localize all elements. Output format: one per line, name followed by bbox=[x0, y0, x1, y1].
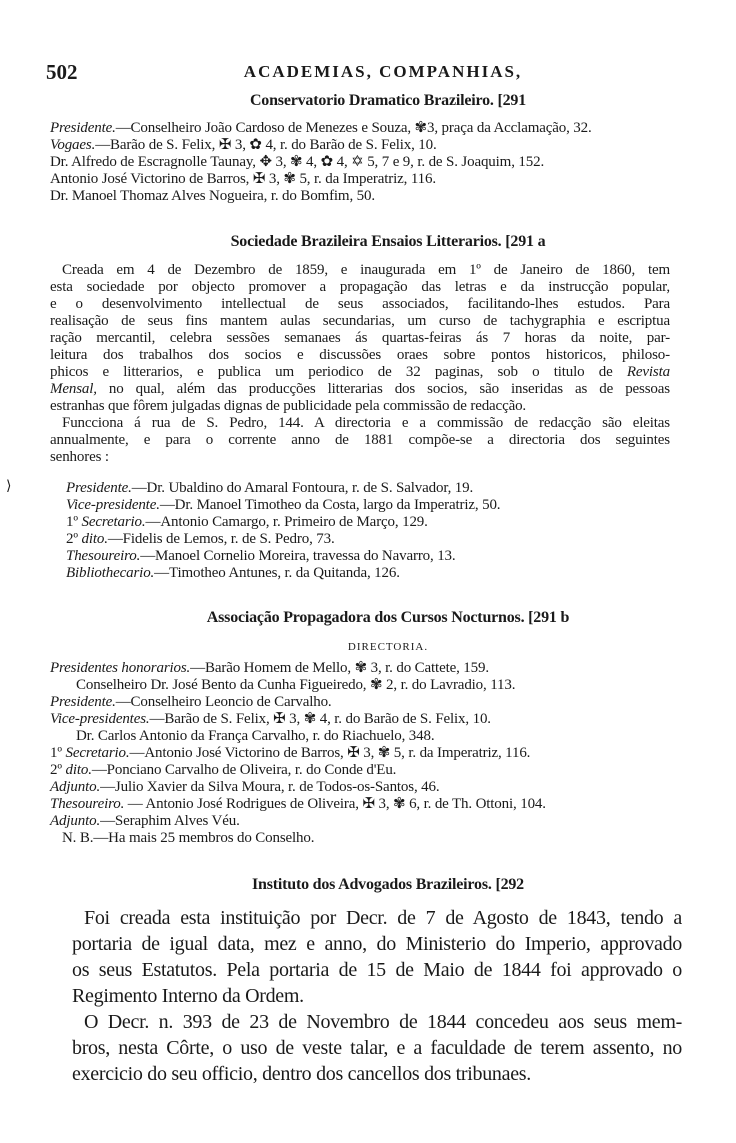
entry-role: Adjunto. bbox=[50, 813, 101, 829]
entry-ordinal: 1º bbox=[66, 514, 78, 530]
paragraph-line bbox=[50, 432, 670, 449]
entry-text: —Dr. Manoel Timotheo da Costa, largo da Imperatriz, 50. bbox=[159, 497, 501, 513]
conservatorio-members bbox=[50, 120, 670, 205]
text-segment: no qual, além das producções litterarias dos socios, são inseridas as de pessoas bbox=[108, 381, 670, 397]
directory-entry bbox=[50, 154, 670, 171]
directory-entry bbox=[50, 694, 670, 711]
paragraph-line bbox=[50, 398, 670, 415]
entry-role: Presidente. bbox=[50, 120, 116, 136]
text-segment: bros, nesta Côrte, o uso de veste talar, e a faculdade de terem assento, no bbox=[72, 1037, 682, 1059]
entry-text: Dr. Carlos Antonio da França Carvalho, r. do Riachuelo, 348. bbox=[76, 728, 435, 744]
paragraph-line bbox=[50, 313, 670, 330]
entry-text: —Conselheiro João Cardoso de Menezes e Souza, ✾3, praça da Acclamação, 32. bbox=[115, 120, 592, 136]
entry-text: —Ponciano Carvalho de Oliveira, r. do Conde d'Eu. bbox=[91, 762, 397, 778]
directory-entry bbox=[50, 728, 670, 745]
text-segment: phicos e litterarios, e publica um periodico de 32 paginas, sob o titulo de bbox=[50, 364, 613, 380]
entry-text: —Julio Xavier da Silva Moura, r. de Todos-os-Santos, 46. bbox=[100, 779, 440, 795]
entry-text: —Barão de S. Felix, ✠ 3, ✾ 4, r. do Barão de S. Felix, 10. bbox=[149, 711, 491, 727]
sociedade-description bbox=[50, 262, 670, 466]
running-head: ACADEMIAS, COMPANHIAS, bbox=[243, 62, 523, 81]
paragraph-line bbox=[50, 381, 670, 398]
entry-text: Dr. Alfredo de Escragnolle Taunay, ✥ 3, ✾ 4, ✿ 4, ✡ 5, 7 e 9, r. de S. Joaquim, 152. bbox=[50, 154, 545, 170]
directory-entry bbox=[50, 480, 670, 497]
entry-text: —Timotheo Antunes, r. da Quitanda, 126. bbox=[154, 565, 400, 581]
section-title-instituto: Instituto dos Advogados Brazileiros. [292 bbox=[252, 876, 524, 893]
directoria-subtitle: DIRECTORIA. bbox=[347, 641, 429, 653]
entry-text: —Antonio Camargo, r. Primeiro de Março, 129. bbox=[145, 514, 428, 530]
entry-text: Conselheiro Dr. José Bento da Cunha Figueiredo, ✾ 2, r. do Lavradio, 113. bbox=[76, 677, 516, 693]
directory-entry bbox=[50, 813, 670, 830]
entry-ordinal: 1º bbox=[50, 745, 62, 761]
directory-entry bbox=[50, 548, 670, 565]
paragraph-line bbox=[72, 1061, 682, 1087]
directory-entry bbox=[50, 137, 670, 154]
text-segment: realisação de seus fins mantem aulas secundarias, um curso de tachygraphia e escriptua bbox=[50, 313, 670, 329]
text-segment: Funcciona á rua de S. Pedro, 144. A directoria e a commissão de redacção são eleitas bbox=[62, 415, 670, 431]
directory-entry bbox=[50, 711, 670, 728]
entry-text: —Fidelis de Lemos, r. de S. Pedro, 73. bbox=[107, 531, 335, 547]
text-segment: portaria de igual data, mez e anno, do Ministerio do Imperio, approvado bbox=[72, 933, 682, 955]
page-number: 502 bbox=[46, 60, 78, 84]
entry-role: Bibliothecario. bbox=[66, 565, 155, 581]
directory-entry bbox=[50, 497, 670, 514]
entry-role: Adjunto. bbox=[50, 779, 101, 795]
paragraph-line bbox=[50, 449, 670, 466]
directory-entry bbox=[50, 677, 670, 694]
directory-entry bbox=[50, 188, 670, 205]
text-segment: O Decr. n. 393 de 23 de Novembro de 1844 concedeu aos seus mem- bbox=[84, 1011, 682, 1033]
section-title-sociedade: Sociedade Brazileira Ensaios Litterarios. [291 a bbox=[230, 233, 546, 250]
entry-role: Vice-presidentes. bbox=[50, 711, 150, 727]
directory-entry bbox=[50, 120, 670, 137]
text-segment: senhores : bbox=[50, 449, 109, 465]
sociedade-directory bbox=[50, 480, 670, 582]
paragraph-line bbox=[50, 364, 670, 381]
entry-role: Presidente. bbox=[66, 480, 132, 496]
paragraph-line bbox=[72, 931, 682, 957]
section-title-conservatorio: Conservatorio Dramatico Brazileiro. [291 bbox=[249, 92, 527, 109]
text-segment: leitura dos trabalhos dos socios e discussões oraes sobre pontos historicos, philoso- bbox=[50, 347, 670, 363]
entry-role: Secretario. bbox=[81, 514, 146, 530]
directory-entry bbox=[50, 565, 670, 582]
paragraph-line bbox=[72, 983, 682, 1009]
entry-text: —Manoel Cornelio Moreira, travessa do Navarro, 13. bbox=[140, 548, 456, 564]
entry-text: —Barão Homem de Mello, ✾ 3, r. do Cattete, 159. bbox=[190, 660, 489, 676]
text-segment: esta sociedade por objecto promover a propagação das letras e da instrucção popular, bbox=[50, 279, 670, 295]
text-segment: estranhas que fôrem julgadas dignas de publicidade pela commissão de redacção. bbox=[50, 398, 527, 414]
journal-title: Revista bbox=[626, 364, 670, 380]
entry-role: dito. bbox=[65, 762, 92, 778]
text-segment: Foi creada esta instituição por Decr. de 7 de Agosto de 1843, tendo a bbox=[84, 907, 682, 929]
entry-text: —Barão de S. Felix, ✠ 3, ✿ 4, r. do Barão de S. Felix, 10. bbox=[95, 137, 437, 153]
entry-role: Vice-presidente. bbox=[66, 497, 160, 513]
entry-role: Presidentes honorarios. bbox=[50, 660, 191, 676]
directory-entry bbox=[50, 514, 670, 531]
entry-text: Dr. Manoel Thomaz Alves Nogueira, r. do Bomfim, 50. bbox=[50, 188, 375, 204]
entry-text: N. B.—Ha mais 25 membros do Conselho. bbox=[62, 830, 315, 846]
directory-entry bbox=[50, 531, 670, 548]
paragraph-line bbox=[50, 330, 670, 347]
text-segment: os seus Estatutos. Pela portaria de 15 de Maio de 1844 foi approvado o bbox=[72, 959, 682, 981]
paragraph-line bbox=[72, 905, 682, 931]
entry-text: —Dr. Ubaldino do Amaral Fontoura, r. de S. Salvador, 19. bbox=[131, 480, 474, 496]
entry-role: Secretario. bbox=[65, 745, 130, 761]
directory-entry bbox=[50, 171, 670, 188]
paragraph-line bbox=[72, 1035, 682, 1061]
paragraph-line bbox=[72, 957, 682, 983]
entry-text: —Seraphim Alves Véu. bbox=[100, 813, 240, 829]
associacao-directory bbox=[50, 660, 670, 847]
text-segment: Regimento Interno da Ordem. bbox=[72, 985, 304, 1007]
entry-role: Thesoureiro. bbox=[66, 548, 141, 564]
section-title-associacao: Associação Propagadora dos Cursos Nocturnos. [291 b bbox=[206, 609, 570, 626]
entry-text: Antonio José Victorino de Barros, ✠ 3, ✾ 5, r. da Imperatriz, 116. bbox=[50, 171, 436, 187]
directory-entry bbox=[50, 660, 670, 677]
journal-title: Mensal, bbox=[50, 381, 97, 397]
paragraph-line bbox=[50, 262, 670, 279]
text-segment: ração mercantil, celebra sessões semanaes ás quartas-feiras ás 7 horas da noite, par- bbox=[50, 330, 670, 346]
entry-role: Vogaes. bbox=[50, 137, 96, 153]
entry-ordinal: 2º bbox=[66, 531, 78, 547]
text-segment: e o desenvolvimento intellectual de seus associados, facilitando-lhes estudos. Para bbox=[50, 296, 670, 312]
entry-text: —Conselheiro Leoncio de Carvalho. bbox=[115, 694, 332, 710]
entry-role: Thesoureiro. bbox=[50, 796, 125, 812]
directory-entry bbox=[50, 762, 670, 779]
directory-entry bbox=[50, 779, 670, 796]
directory-entry bbox=[50, 796, 670, 813]
entry-role: dito. bbox=[81, 531, 108, 547]
entry-text: — Antonio José Rodrigues de Oliveira, ✠ 3, ✾ 6, r. de Th. Ottoni, 104. bbox=[124, 796, 546, 812]
margin-mark: ⟩ bbox=[6, 479, 12, 494]
entry-ordinal: 2º bbox=[50, 762, 62, 778]
paragraph-line bbox=[72, 1009, 682, 1035]
text-segment: exercicio do seu officio, dentro dos cancellos dos tribunaes. bbox=[72, 1063, 531, 1085]
instituto-description bbox=[72, 905, 682, 1087]
text-segment: Creada em 4 de Dezembro de 1859, e inaugurada em 1º de Janeiro de 1860, tem bbox=[62, 262, 670, 278]
entry-text: —Antonio José Victorino de Barros, ✠ 3, ✾ 5, r. da Imperatriz, 116. bbox=[129, 745, 531, 761]
paragraph-line bbox=[50, 347, 670, 364]
text-segment: annualmente, e para o corrente anno de 1881 compõe-se a directoria dos seguintes bbox=[50, 432, 670, 448]
paragraph-line bbox=[50, 415, 670, 432]
paragraph-line bbox=[50, 296, 670, 313]
entry-role: Presidente. bbox=[50, 694, 116, 710]
paragraph-line bbox=[50, 279, 670, 296]
directory-entry bbox=[50, 830, 670, 847]
directory-entry bbox=[50, 745, 670, 762]
